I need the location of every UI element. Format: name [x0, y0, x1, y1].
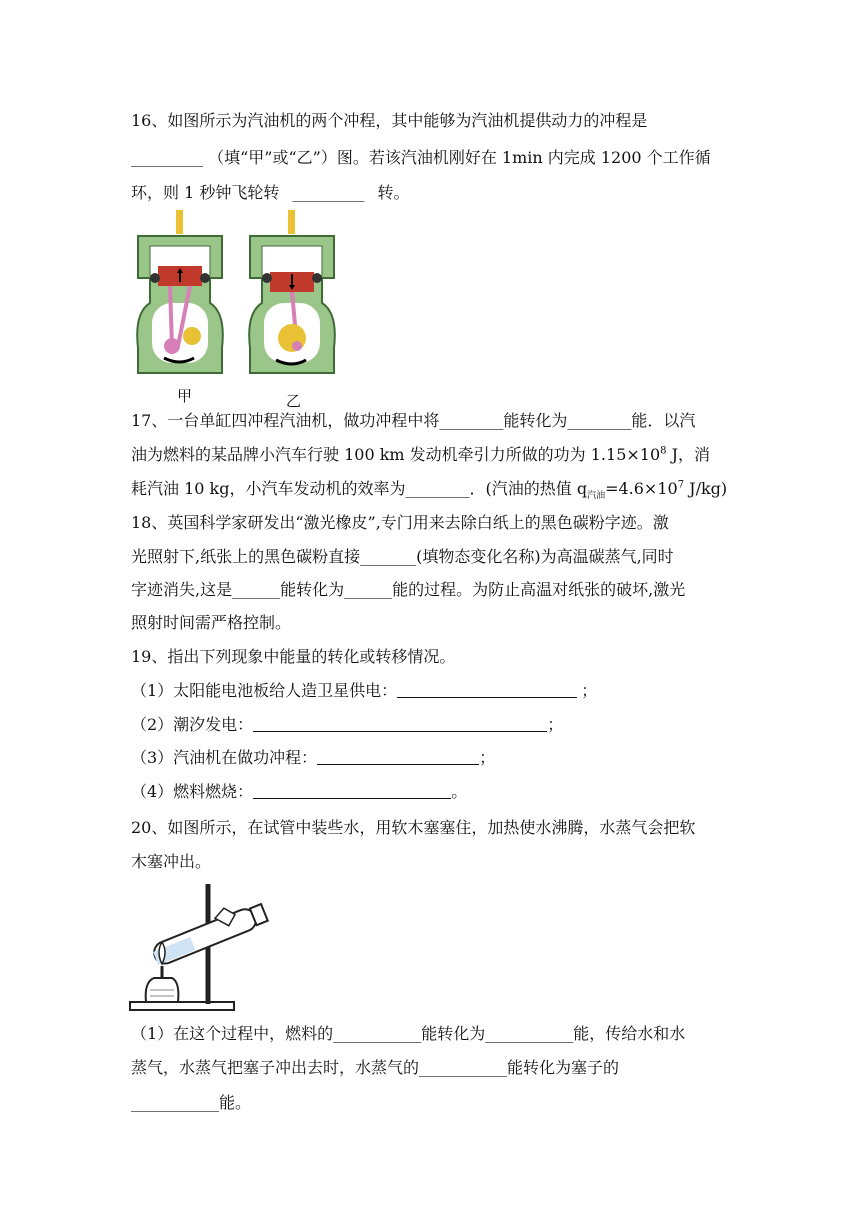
q19-item-1-label: （1）太阳能电池板给人造卫星供电：	[131, 681, 398, 700]
engine-diagram-yi	[242, 208, 342, 383]
q17-exp1: 8	[660, 445, 667, 457]
q20-blank1[interactable]: ___________	[333, 1024, 422, 1043]
q19-title: 19、指出下列现象中能量的转化或转移情况。	[131, 647, 456, 666]
q18-blank3[interactable]: ______	[344, 580, 393, 599]
q16-blank1[interactable]: _________	[131, 148, 203, 167]
q17-sub: 汽油	[587, 491, 606, 502]
q18-line3-c: 能的过程。为防止高温对纸张的破坏,激光	[392, 580, 686, 599]
q17-line2	[131, 445, 710, 465]
q19-item-2-end: ；	[547, 715, 564, 734]
q17-line1	[131, 411, 695, 431]
q17-blank2[interactable]: ________	[567, 411, 632, 430]
q20-p2-a: 蒸气，水蒸气把塞子冲出去时，水蒸气的	[131, 1058, 420, 1077]
q16-blank2[interactable]: _________	[292, 183, 365, 202]
q19-item-2-label: （2）潮汐发电：	[131, 715, 254, 734]
test-tube-apparatus-diagram	[128, 878, 278, 1016]
q18-line3-a: 字迹消失,这是	[131, 580, 233, 599]
q17-blank3[interactable]: ________	[405, 479, 470, 498]
q19-answer-line-1[interactable]	[397, 681, 577, 698]
q17-line3-b: ．(汽油的热值 q	[469, 479, 588, 498]
q20-part1-line1	[131, 1024, 685, 1044]
q17-line2-a: 油为燃料的某品牌小汽车行驶 100 km 发动机牵引力所做的功为 1.15×10	[131, 445, 661, 464]
q18-blank1[interactable]: _______	[360, 547, 417, 566]
q17-exp2: 7	[677, 479, 685, 491]
q18-line3	[131, 580, 685, 600]
q17-line3	[131, 479, 728, 502]
q18-line2	[131, 547, 674, 567]
caption-yi: 乙	[286, 392, 302, 410]
q16-line3-a: 环，则 1 秒钟飞轮转	[131, 183, 280, 202]
q16-line3-b: 转。	[377, 183, 410, 202]
q18-line2-a: 光照射下,纸张上的黑色碳粉直接	[131, 547, 361, 566]
q19-item-3-label: （3）汽油机在做功冲程：	[131, 748, 318, 767]
q17-line3-c: =4.6×10	[605, 479, 678, 498]
q18-blank2[interactable]: ______	[232, 580, 281, 599]
q20-blank3[interactable]: ___________	[419, 1058, 508, 1077]
q20-blank4[interactable]: ___________	[131, 1093, 219, 1112]
q17-line1-a: 17、一台单缸四冲程汽油机，做功冲程中将	[131, 411, 440, 430]
q19-item-1	[131, 681, 597, 701]
q19-item-4-label: （4）燃料燃烧：	[131, 782, 254, 801]
engine-diagram-jia	[130, 208, 230, 383]
q17-blank1[interactable]: ________	[439, 411, 504, 430]
q19-item-3	[131, 748, 495, 768]
q16-line1: 16、如图所示为汽油机的两个冲程，其中能够为汽油机提供动力的冲程是	[131, 111, 648, 130]
q19-answer-line-3[interactable]	[317, 748, 479, 765]
q18-line2-b: (填物态变化名称)为高温碳蒸气,同时	[416, 547, 674, 566]
q19-answer-line-4[interactable]	[253, 782, 451, 799]
q19-item-3-end: ；	[479, 748, 496, 767]
q17-line2-b: J，消	[666, 445, 711, 464]
caption-jia: 甲	[177, 387, 193, 405]
q17-line1-b: 能转化为	[503, 411, 568, 430]
q20-p1-a: （1）在这个过程中，燃料的	[131, 1024, 334, 1043]
q20-part1-line3	[131, 1093, 251, 1113]
q17-line3-a: 耗汽油 10 kg，小汽车发动机的效率为	[131, 479, 406, 498]
q19-item-4	[131, 782, 467, 802]
q20-p3-b: 能。	[219, 1093, 252, 1112]
q17-line1-c: 能．以汽	[631, 411, 696, 430]
q20-p1-c: 能，传给水和水	[573, 1024, 686, 1043]
q18-line3-b: 能转化为	[280, 580, 345, 599]
q19-item-4-end: 。	[451, 782, 468, 801]
q19-item-1-end: ；	[581, 681, 598, 700]
q20-part1-line2	[131, 1058, 619, 1078]
q20-line2: 木塞冲出。	[131, 852, 212, 871]
q16-line3	[131, 183, 410, 203]
q16-line2	[131, 148, 711, 168]
q19-answer-line-2[interactable]	[253, 715, 547, 732]
q16-line2-text: （填“甲”或“乙”）图。若该汽油机刚好在 1min 内完成 1200 个工作循	[208, 148, 711, 167]
q20-line1: 20、如图所示，在试管中装些水，用软木塞塞住，加热使水沸腾，水蒸气会把软	[131, 818, 696, 837]
q20-p2-b: 能转化为塞子的	[507, 1058, 620, 1077]
q18-line1: 18、英国科学家研发出“激光橡皮”,专门用来去除白纸上的黑色碳粉字迹。激	[131, 513, 669, 532]
q20-blank2[interactable]: ___________	[485, 1024, 574, 1043]
q18-line4: 照射时间需严格控制。	[131, 613, 292, 632]
q17-line3-d: J/kg)	[684, 479, 728, 498]
q20-p1-b: 能转化为	[421, 1024, 486, 1043]
q19-item-2	[131, 715, 563, 735]
